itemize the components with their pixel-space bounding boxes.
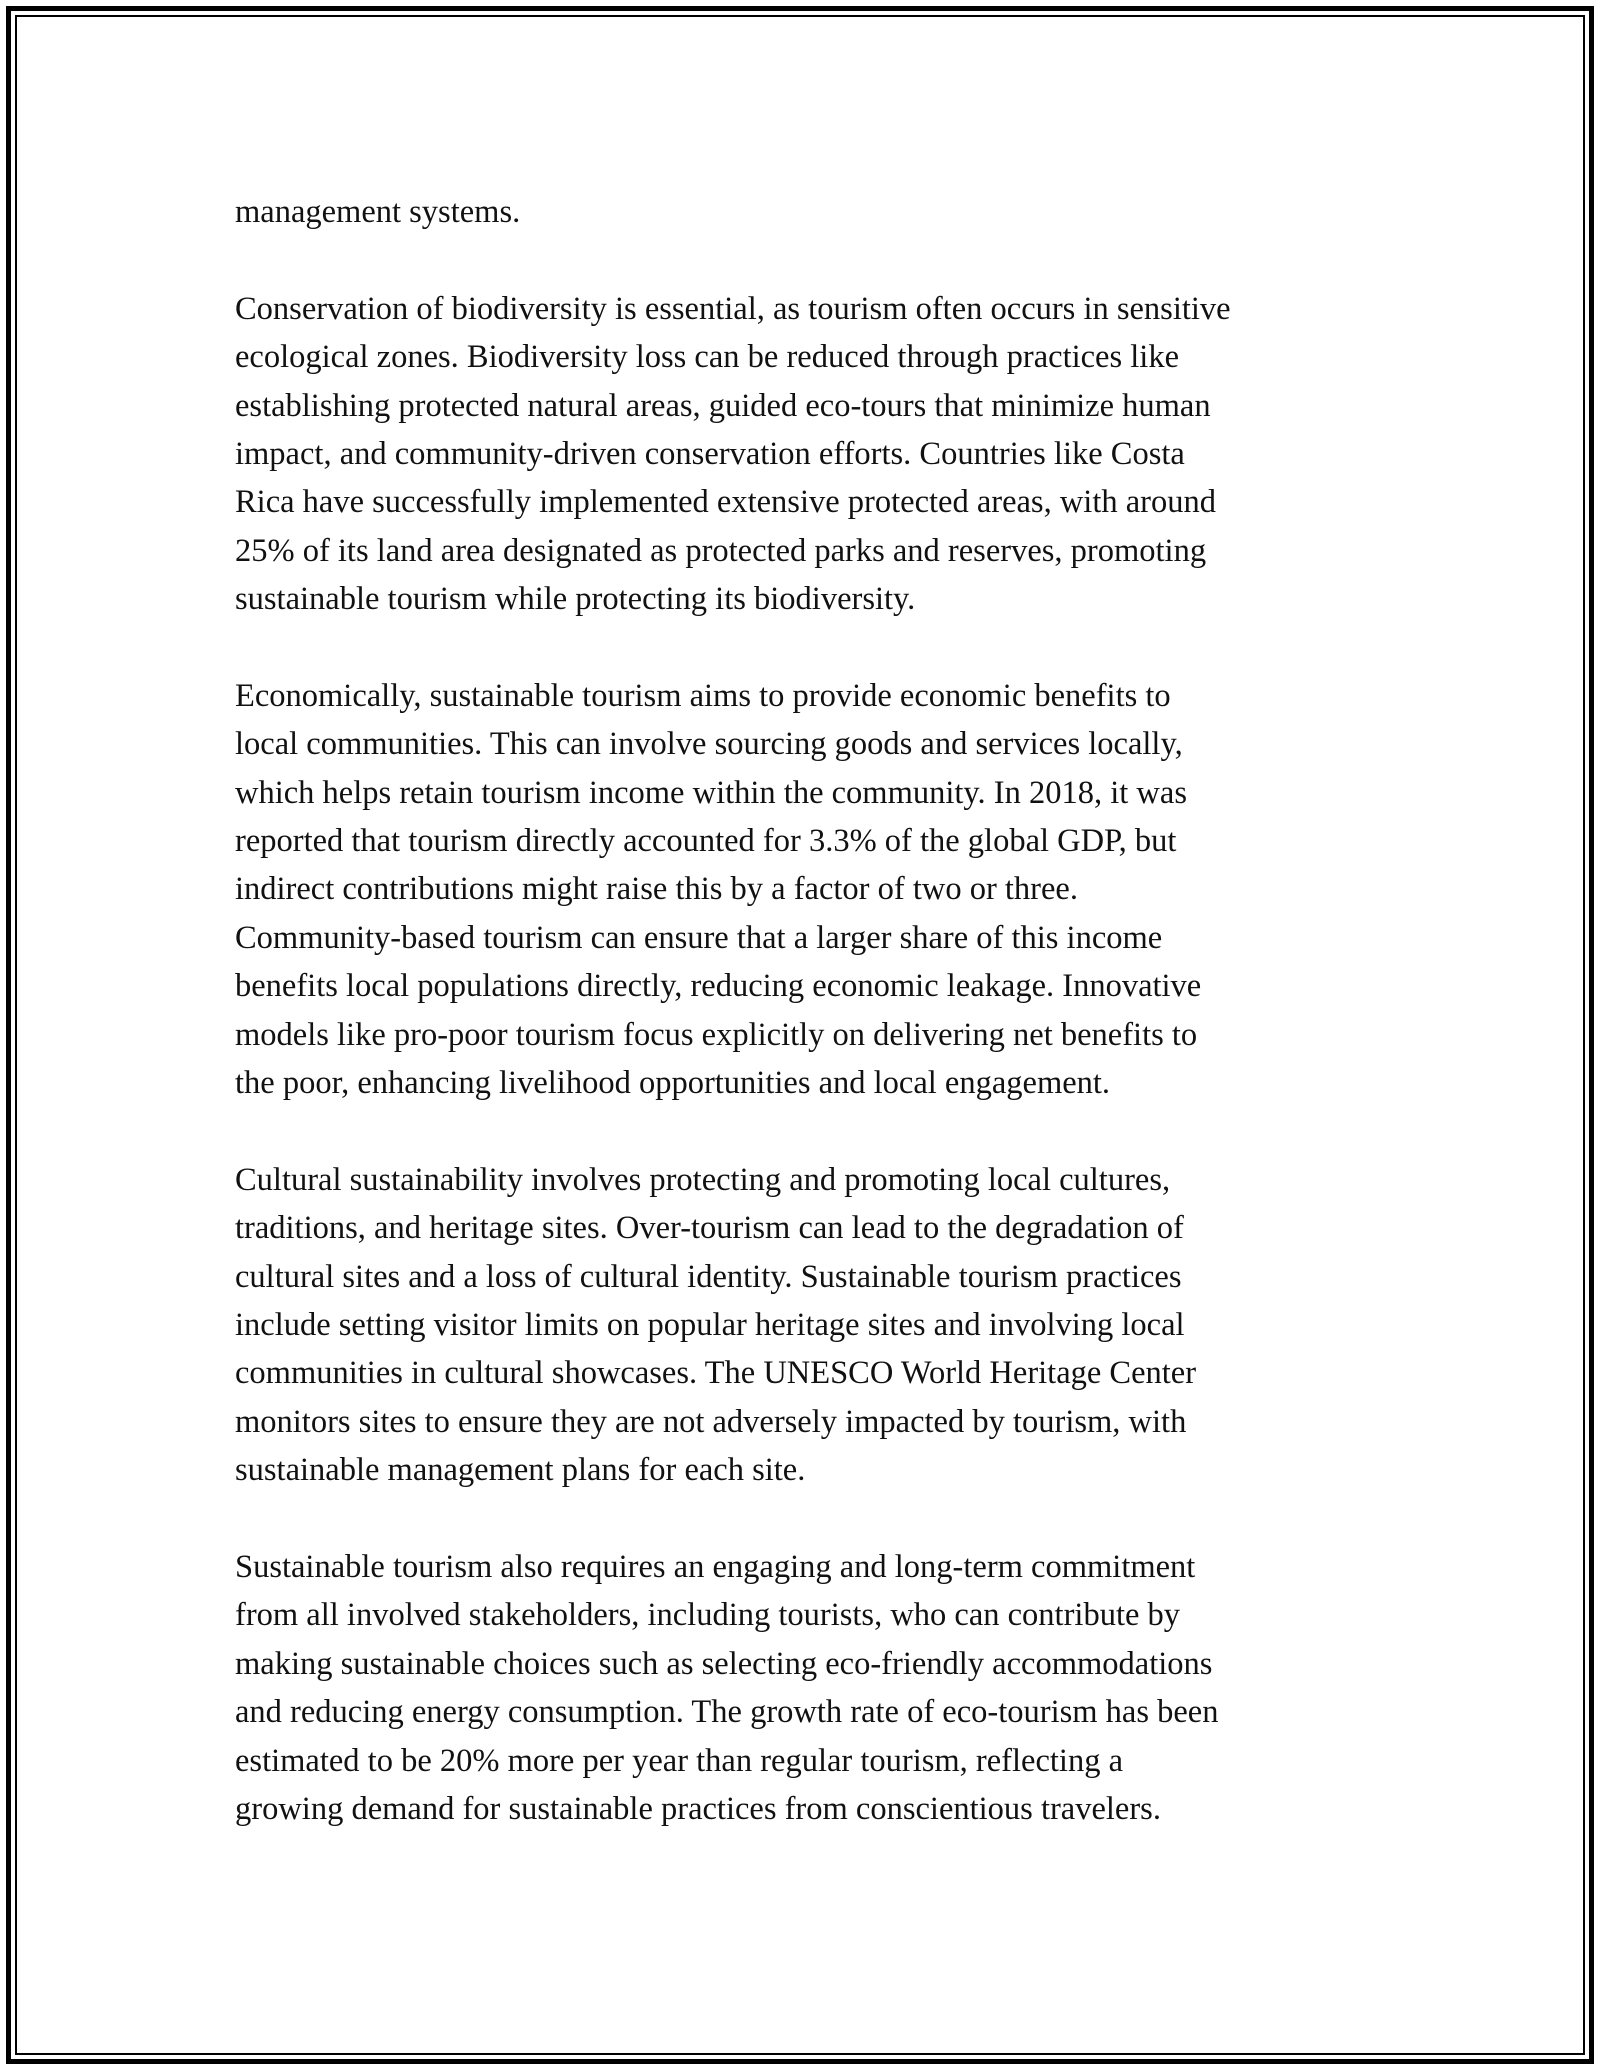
text-line: monitors sites to ensure they are not adversely impacted by tourism, with [235, 1403, 1187, 1440]
text-line: which helps retain tourism income within the community. In 2018, it was [235, 774, 1187, 811]
text-line: 25% of its land area designated as protected parks and reserves, promoting [235, 532, 1207, 569]
paragraph-economic [235, 672, 1375, 1108]
text-line: cultural sites and a loss of cultural identity. Sustainable tourism practices [235, 1258, 1182, 1295]
text-line: impact, and community-driven conservation efforts. Countries like Costa [235, 435, 1185, 472]
text-line: Cultural sustainability involves protecting and promoting local cultures, [235, 1161, 1171, 1198]
text-line: Sustainable tourism also requires an engaging and long-term commitment [235, 1548, 1196, 1585]
paragraph-cultural [235, 1156, 1375, 1495]
text-line: growing demand for sustainable practices from conscientious travelers. [235, 1790, 1161, 1827]
text-line: and reducing energy consumption. The growth rate of eco-tourism has been [235, 1694, 1219, 1731]
text-line: communities in cultural showcases. The UNESCO World Heritage Center [235, 1355, 1197, 1392]
text-line: benefits local populations directly, reducing economic leakage. Innovative [235, 968, 1202, 1005]
text-line: reported that tourism directly accounted for 3.3% of the global GDP, but [235, 823, 1177, 860]
text-line: the poor, enhancing livelihood opportunities and local engagement. [235, 1065, 1111, 1102]
text-line: Community-based tourism can ensure that a larger share of this income [235, 919, 1163, 956]
text-line: management systems. [235, 194, 521, 230]
text-line: traditions, and heritage sites. Over-tourism can lead to the degradation of [235, 1210, 1184, 1247]
text-line: indirect contributions might raise this by a factor of two or three. [235, 871, 1078, 908]
text-line: Economically, sustainable tourism aims to provide economic benefits to [235, 677, 1171, 714]
text-line: ecological zones. Biodiversity loss can be reduced through practices like [235, 339, 1179, 376]
paragraph-biodiversity [235, 285, 1375, 624]
paragraph-continuation [235, 188, 1375, 236]
text-line: sustainable tourism while protecting its biodiversity. [235, 581, 916, 618]
text-line: making sustainable choices such as selecting eco-friendly accommodations [235, 1645, 1213, 1682]
text-line: from all involved stakeholders, including tourists, who can contribute by [235, 1597, 1181, 1634]
text-line: include setting visitor limits on popular heritage sites and involving local [235, 1306, 1185, 1343]
text-line: Rica have successfully implemented extensive protected areas, with around [235, 484, 1216, 521]
text-line: sustainable management plans for each site. [235, 1452, 806, 1489]
document-body [235, 188, 1375, 1833]
text-line: local communities. This can involve sourcing goods and services locally, [235, 726, 1183, 763]
text-line: Conservation of biodiversity is essential, as tourism often occurs in sensitive [235, 290, 1231, 327]
text-line: models like pro-poor tourism focus explicitly on delivering net benefits to [235, 1016, 1198, 1053]
text-line: estimated to be 20% more per year than regular tourism, reflecting a [235, 1742, 1123, 1779]
text-line: establishing protected natural areas, guided eco-tours that minimize human [235, 387, 1211, 424]
paragraph-stakeholders [235, 1543, 1375, 1833]
